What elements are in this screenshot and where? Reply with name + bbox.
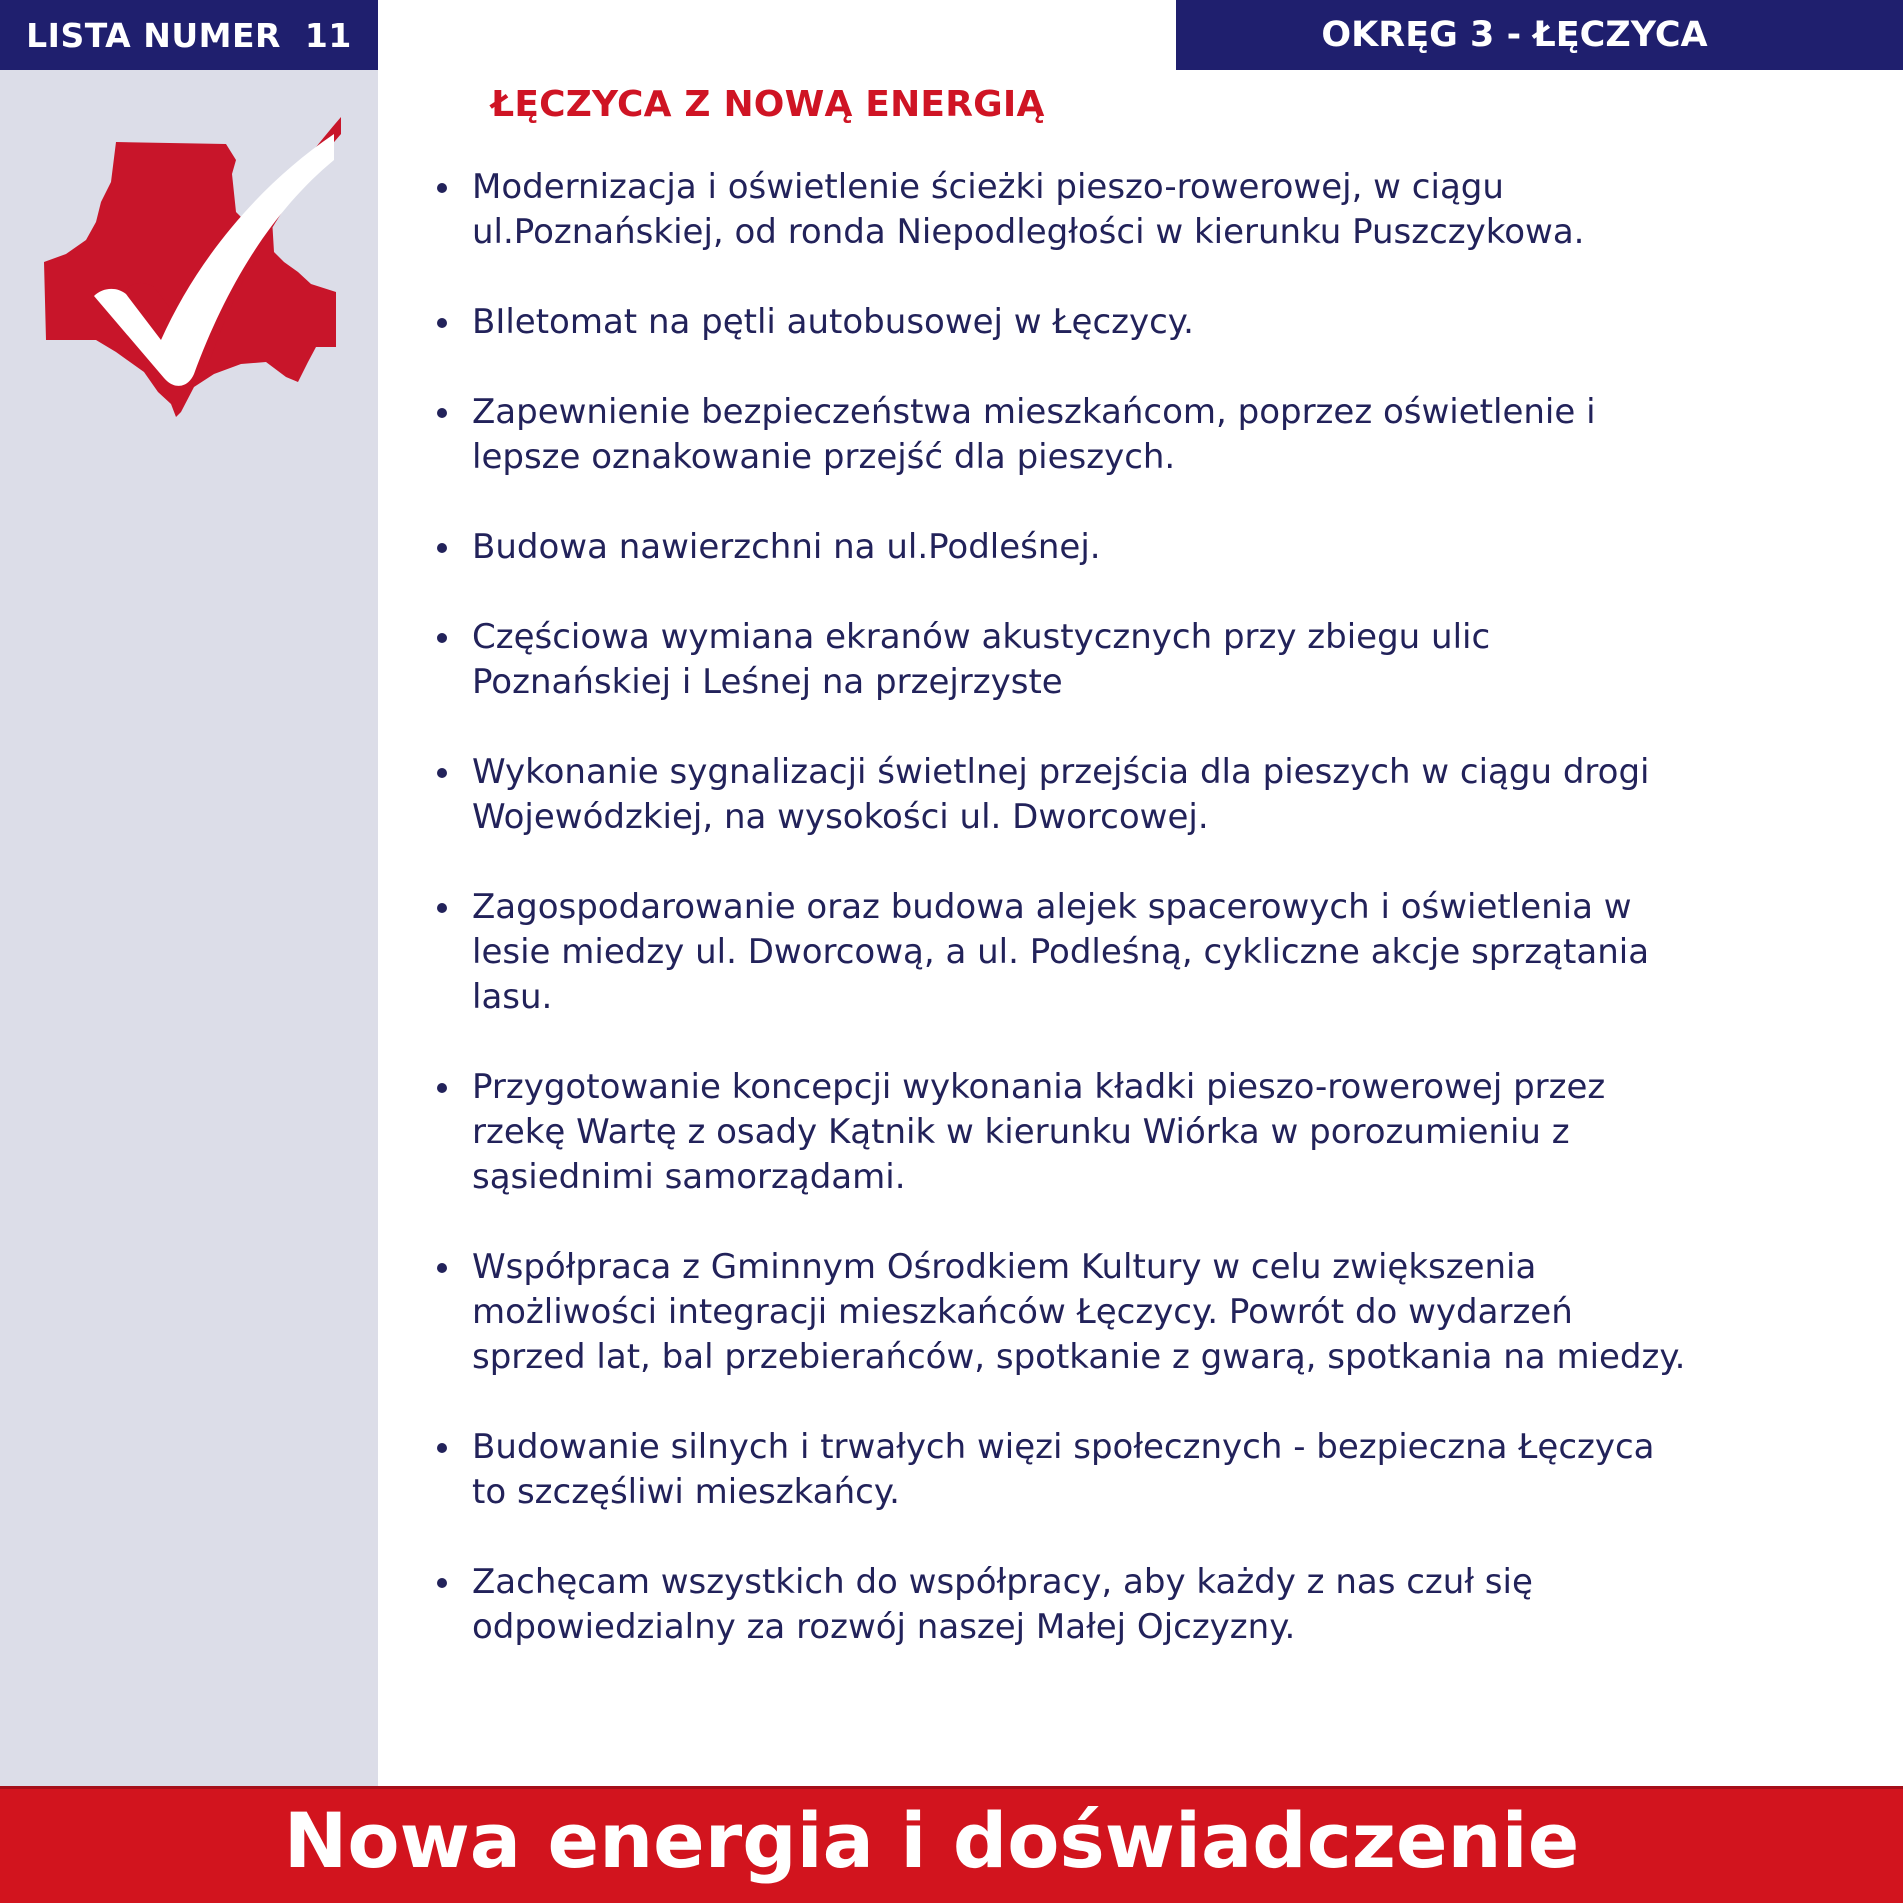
district-banner <box>1176 0 1903 70</box>
list-item-text: Zachęcam wszystkich do współpracy, aby każdy z nas czuł się odpowiedzialny za rozwój naszej Małej Ojczyzny. <box>472 1562 1533 1647</box>
list-item-text: Przygotowanie koncepcji wykonania kładki pieszo-rowerowej przez rzekę Wartę z osady Kątnik w kierunku Wiórka w porozumieniu z sąsiednimi samorządami. <box>472 1067 1606 1197</box>
list-number-label: LISTA NUMER 11 <box>26 15 352 55</box>
bullet-icon <box>437 1443 447 1453</box>
bullet-icon <box>437 543 447 553</box>
list-item-text: Wykonanie sygnalizacji świetlnej przejścia dla pieszych w ciągu drogi Wojewódzkiej, na wysokości ul. Dworcowej. <box>472 752 1650 837</box>
map-checkmark-icon <box>36 112 346 422</box>
district-label: OKRĘG 3 - ŁĘCZYCA <box>1321 15 1708 55</box>
list-item <box>434 525 1874 570</box>
bullet-icon <box>437 183 447 193</box>
bullet-icon <box>437 1578 447 1588</box>
slogan-text: Nowa energia i doświadczenie <box>283 1795 1580 1885</box>
bullet-icon <box>437 408 447 418</box>
list-item <box>434 390 1874 480</box>
list-item <box>434 300 1874 345</box>
list-item-text: BIletomat na pętli autobusowej w Łęczycy. <box>472 302 1194 342</box>
list-item-text: Częściowa wymiana ekranów akustycznych przy zbiegu ulic Poznańskiej i Leśnej na przejrzyste <box>472 617 1491 702</box>
list-item <box>434 1425 1874 1515</box>
bullet-icon <box>437 903 447 913</box>
list-item-text: Współpraca z Gminnym Ośrodkiem Kultury w celu zwiększenia możliwości integracji mieszkańców Łęczycy. Powrót do wydarzeń sprzed lat, bal przebierańców, spotkanie z gwarą, spotkania na miedzy. <box>472 1247 1686 1377</box>
list-item-text: Modernizacja i oświetlenie ścieżki pieszo-rowerowej, w ciągu ul.Poznańskiej, od ronda Niepodległości w kierunku Puszczykowa. <box>472 167 1585 252</box>
list-item <box>434 750 1874 840</box>
bullet-icon <box>437 318 447 328</box>
list-item-text: Zagospodarowanie oraz budowa alejek spacerowych i oświetlenia w lesie miedzy ul. Dworcową, a ul. Podleśną, cykliczne akcje sprzątania lasu. <box>472 887 1650 1017</box>
program-list <box>434 165 1874 1695</box>
list-item <box>434 1560 1874 1650</box>
slogan-banner <box>0 1786 1903 1903</box>
list-number-banner <box>0 0 378 70</box>
list-item-text: Budowa nawierzchni na ul.Podleśnej. <box>472 527 1101 567</box>
bullet-icon <box>437 1263 447 1273</box>
list-item <box>434 165 1874 255</box>
list-item <box>434 1245 1874 1380</box>
bullet-icon <box>437 1083 447 1093</box>
bullet-icon <box>437 768 447 778</box>
list-item-text: Budowanie silnych i trwałych więzi społecznych - bezpieczna Łęczyca to szczęśliwi mieszkańcy. <box>472 1427 1655 1512</box>
list-item <box>434 1065 1874 1200</box>
list-item <box>434 615 1874 705</box>
program-heading: ŁĘCZYCA Z NOWĄ ENERGIĄ <box>491 84 1045 125</box>
bullet-icon <box>437 633 447 643</box>
list-item-text: Zapewnienie bezpieczeństwa mieszkańcom, poprzez oświetlenie i lepsze oznakowanie przejść dla pieszych. <box>472 392 1596 477</box>
list-item <box>434 885 1874 1020</box>
